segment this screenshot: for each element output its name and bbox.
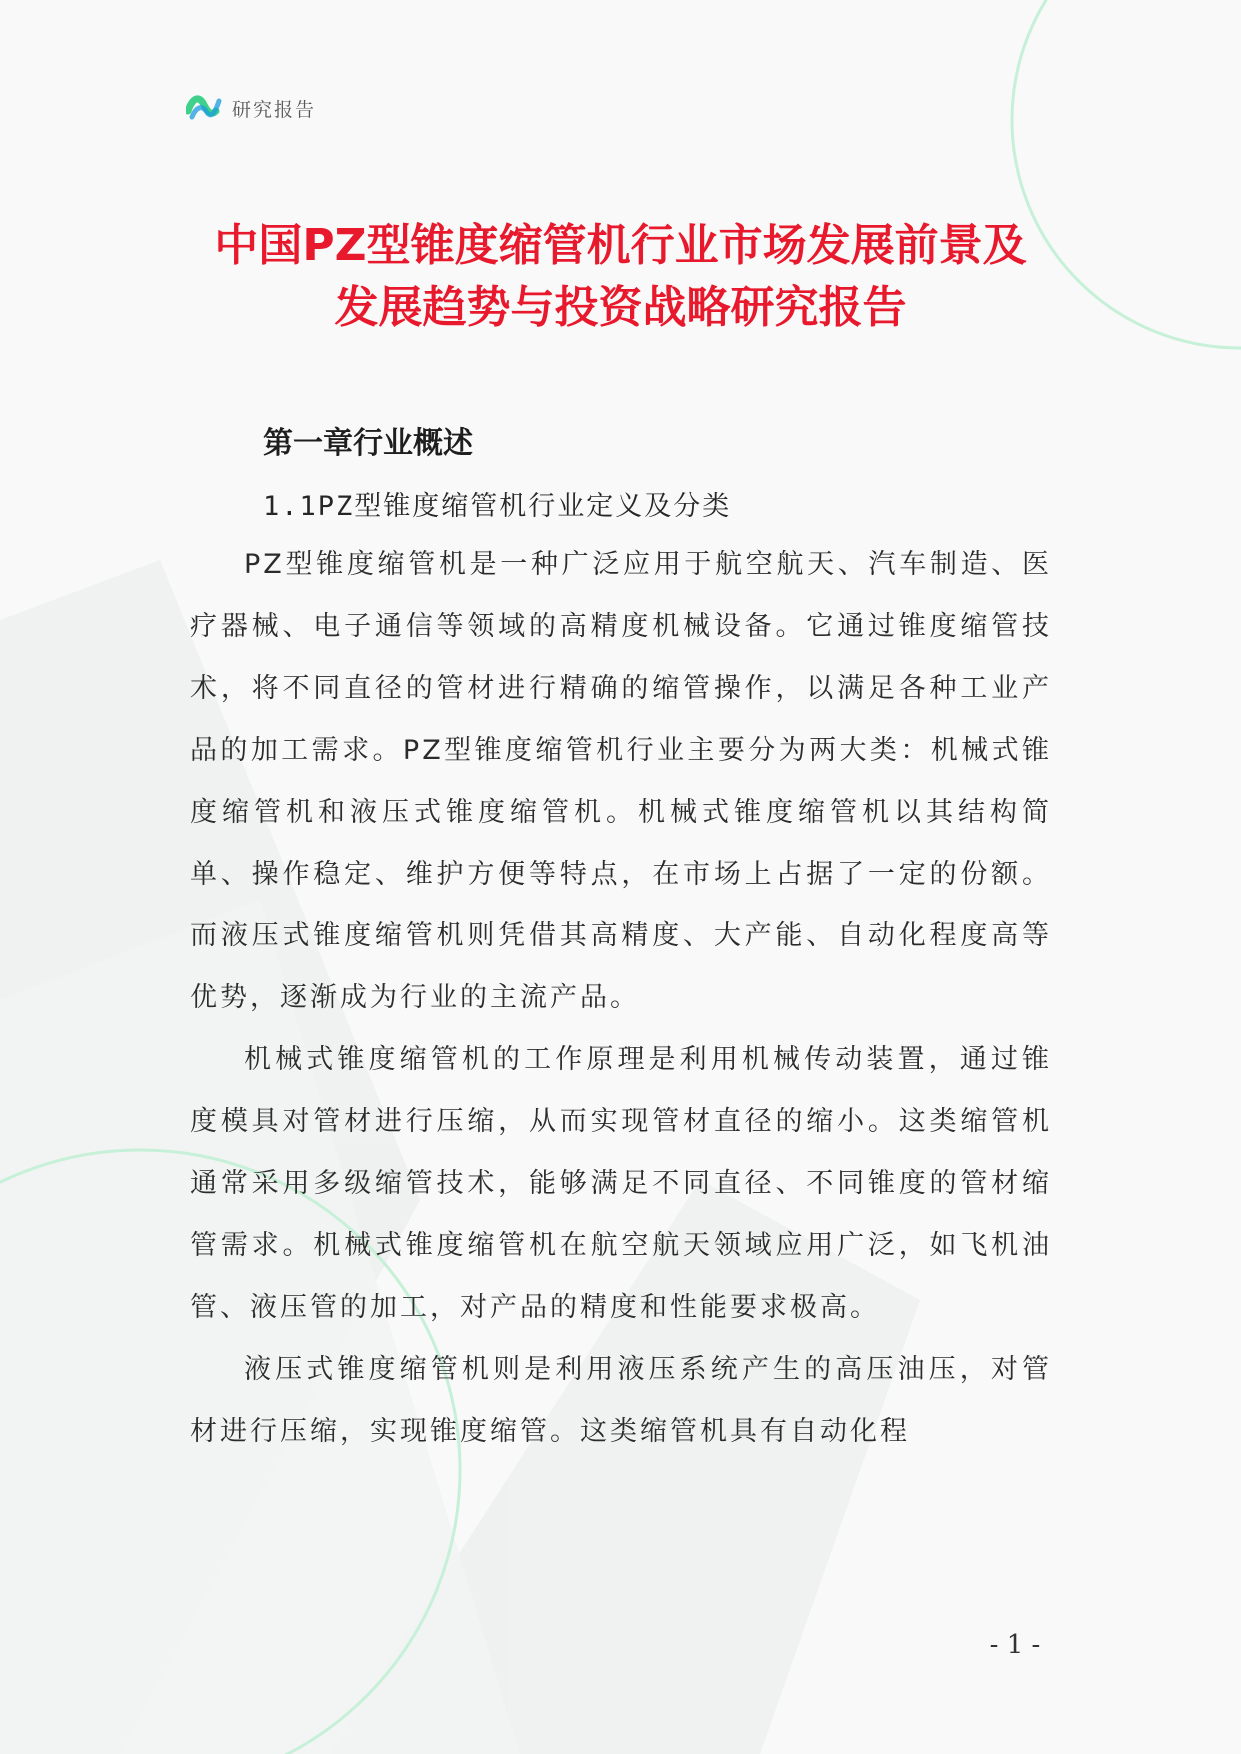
paragraph-3: 液压式锥度缩管机则是利用液压系统产生的高压油压，对管材进行压缩，实现锥度缩管。这类缩管机具有自动化程 xyxy=(190,1353,1052,1447)
page-number: - 1 - xyxy=(989,1630,1041,1660)
paragraph-2: 机械式锥度缩管机的工作原理是利用机械传动装置，通过锥度模具对管材进行压缩，从而实现管材直径的缩小。这类缩管机通常采用多级缩管技术，能够满足不同直径、不同锥度的管材缩管需求。机械式锥度缩管机在航空航天领域应用广泛，如飞机油管、液压管的加工，对产品的精度和性能要求极高。 xyxy=(190,1044,1052,1323)
chapter-heading: 第一章行业概述 xyxy=(263,426,473,461)
title-line-2: 发展趋势与投资战略研究报告 xyxy=(334,282,907,333)
brand-logo-icon xyxy=(186,91,222,125)
paragraph-1: PZ型锥度缩管机是一种广泛应用于航空航天、汽车制造、医疗器械、电子通信等领域的高精度机械设备。它通过锥度缩管技术，将不同直径的管材进行精确的缩管操作，以满足各种工业产品的加工需求。PZ型锥度缩管机行业主要分为两大类：机械式锥度缩管机和液压式锥度缩管机。机械式锥度缩管机以其结构简单、操作稳定、维护方便等特点，在市场上占据了一定的份额。而液压式锥度缩管机则凭借其高精度、大产能、自动化程度高等优势，逐渐成为行业的主流产品。 xyxy=(190,549,1052,1014)
document-title xyxy=(150,215,1091,339)
body-text xyxy=(190,534,1052,1463)
header-label: 研究报告 xyxy=(232,98,317,121)
title-line-1: 中国PZ型锥度缩管机行业市场发展前景及 xyxy=(214,220,1027,271)
report-header xyxy=(186,88,316,128)
section-heading: 1.1PZ型锥度缩管机行业定义及分类 xyxy=(263,491,732,522)
